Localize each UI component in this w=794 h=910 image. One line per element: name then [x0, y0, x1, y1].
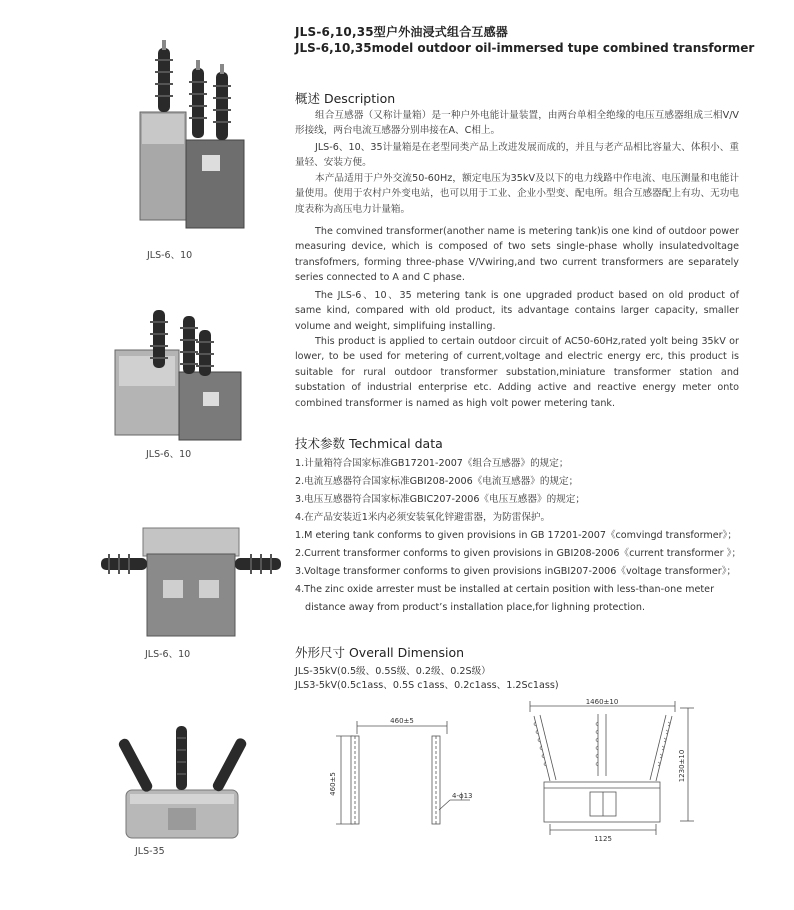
- photo-caption-3: JLS-6、10: [145, 649, 191, 660]
- product-photo-4: [100, 720, 265, 845]
- drawing2-base-label: 1125: [594, 835, 612, 843]
- drawing2-height-label: 1230±10: [678, 749, 686, 783]
- description-en-paragraph-1: The comvined transformer(another name is metering tank)is one kind of outdoor power measuring device, which is composed of two sets single-phase wholly insulatedvoltage transfofmers, forming three-phase V/Vwiring,and two current transformers are separately series connected to A and C phase.: [295, 226, 739, 284]
- description-cn-paragraph-3: 本产品适用于户外交流50-60Hz，额定电压为35kV及以下的电力线路中作电流、电压测量和电能计量使用。使用于农村户外变电站，也可以用于工业、企业小型变、配电所。组合互感器配上有功、无功电度表称为高压电力计量箱。: [295, 173, 739, 215]
- dimension-heading: 外形尺寸 Overall Dimension: [295, 645, 465, 660]
- photo-caption-2: JLS-6、10: [146, 449, 192, 460]
- technical-item: 3.电压互感器符合国家标准GBIC207-2006《电压互感器》的规定；: [295, 494, 585, 505]
- technical-item: distance away from product’s installation place,for lighning protection.: [305, 602, 646, 613]
- title-chinese: JLS-6,10,35型户外油浸式组合互感器: [295, 25, 509, 39]
- technical-item: 3.Voltage transformer conforms to given provisions inGBI207-2006《voltage transformer》；: [295, 566, 737, 577]
- dimension-specs: [295, 665, 559, 693]
- photo-caption-1: JLS-6、10: [147, 250, 193, 261]
- drawing2-width-label: 1460±10: [585, 698, 619, 706]
- drawing1-height-label: 460±5: [329, 772, 337, 796]
- product-photo-3: [95, 520, 285, 645]
- technical-item: 1.计量箱符合国家标准GB17201-2007《组合互感器》的规定；: [295, 458, 569, 469]
- title-english: JLS-6,10,35model outdoor oil-immersed tupe combined transformer: [295, 41, 755, 55]
- drawing1-width-label: 460±5: [390, 717, 414, 725]
- technical-item: 2.电流互感器符合国家标准GBI208-2006《电流互感器》的规定；: [295, 476, 579, 487]
- technical-item: 4.在产品安装近1米内必须安装氧化锌避雷器，为防雷保护。: [295, 512, 551, 523]
- description-heading: 概述 Description: [295, 91, 396, 106]
- drawing1-hole-label: 4-ϕ13: [452, 792, 473, 800]
- technical-item: 1.M etering tank conforms to given provisions in GB 17201-2007《comvingd transformer》；: [295, 530, 737, 541]
- mounting-drawing: [305, 712, 480, 847]
- product-photo-2: [105, 300, 260, 445]
- photo-caption-4: JLS-35: [135, 846, 165, 857]
- title-block: [295, 24, 765, 56]
- technical-list: [295, 455, 755, 617]
- technical-item: 4.The zinc oxide arrester must be installed at certain position with less-than-one meter: [295, 584, 715, 595]
- product-photo-1: [122, 30, 262, 235]
- dimension-spec-line: JLS3-5kV(0.5c1ass、0.5S c1ass、0.2c1ass、1.2Sc1ass): [295, 680, 559, 691]
- description-cn-paragraph-1: 组合互感器（又称计量箱）是一种户外电能计量装置，由两台单相全绝缘的电压互感器组成三相V/V形接线，两台电流互感器分别串接在A、C相上。: [295, 110, 739, 137]
- technical-heading: 技术参数 Techmical data: [295, 436, 443, 451]
- outline-drawing: [510, 696, 700, 846]
- description-cn-paragraph-2: JLS-6、10、35计量箱是在老型同类产品上改进发展而成的，并且与老产品相比容量大、体积小、重量轻、安装方便。: [295, 142, 739, 169]
- dimension-spec-line: JLS-35kV(0.5级、0.5S级、0.2级、0.2S级）: [295, 666, 491, 677]
- description-en-paragraph-2: The JLS-6、10、35 metering tank is one upgraded product based on old product of same kind, compared with old product, its advantage contains larger capacity, smaller volume and weight, simplifuing installing.: [295, 290, 739, 332]
- description-en-paragraph-3: This product is applied to certain outdoor circuit of AC50-60Hz,rated yolt being 35kV or lower, to be used for metering of current,voltage and electric energy erc, this product is suitable for rural outdoor transformer substation,miniature transformer station and substation of industrial enterprise etc. Adding active and reactive energy meter onto combined transformer is named as high volt power metering tank.: [295, 336, 739, 409]
- technical-item: 2.Current transformer conforms to given provisions in GBI208-2006《current transformer 》；: [295, 548, 742, 559]
